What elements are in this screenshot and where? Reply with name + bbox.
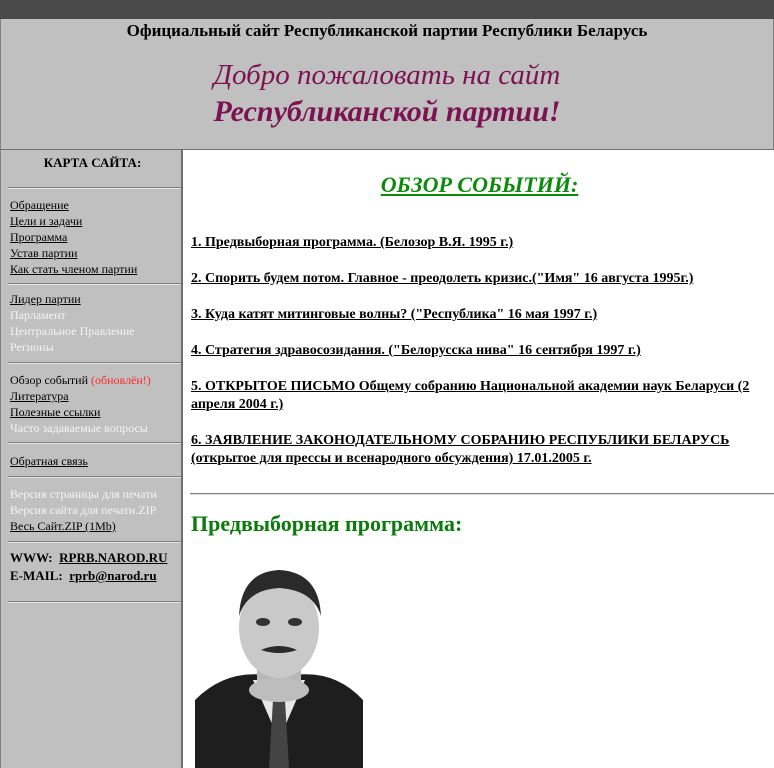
browser-top-strip — [0, 0, 774, 19]
news-link-3[interactable]: 3. Куда катят митинговые волны? ("Республика" 16 мая 1997 г.) — [191, 307, 598, 322]
sidebar-link-program[interactable]: Программа — [10, 230, 68, 244]
sidebar-link-goals[interactable]: Цели и задачи — [10, 214, 83, 228]
sidebar-item-central-board: Центральное Правление — [10, 324, 135, 338]
sidebar-item-parliament: Парламент — [10, 308, 66, 322]
site-header — [0, 19, 774, 150]
sidebar-item-print-site-zip: Версия сайта для печати.ZIP — [10, 503, 157, 517]
sidebar-item-events-label: Обзор событий — [10, 373, 89, 387]
welcome-heading-line1: Добро пожаловать на сайт — [213, 59, 561, 91]
sidebar-link-literature[interactable]: Литература — [10, 389, 69, 403]
sidebar-item-events — [10, 372, 151, 388]
news-link-5[interactable]: 5. ОТКРЫТОЕ ПИСЬМО Общему собранию Национальной академии наук Беларуси (2 апреля 2004 г.) — [191, 379, 750, 412]
sidebar-divider — [8, 362, 181, 364]
sidebar-divider — [8, 476, 181, 478]
section-title: Предвыборная программа: — [191, 511, 463, 536]
sidebar-link-useful-links[interactable]: Полезные ссылки — [10, 405, 101, 419]
sitemap-title: КАРТА САЙТА: — [43, 155, 142, 170]
sidebar-divider — [8, 442, 181, 444]
sitemap-sidebar — [0, 150, 183, 768]
news-link-1[interactable]: 1. Предвыборная программа. (Белозор В.Я. 1995 г.) — [191, 235, 514, 250]
sidebar-link-membership[interactable]: Как стать членом партии — [10, 262, 138, 276]
sidebar-divider — [8, 541, 181, 543]
events-title: ОБЗОР СОБЫТИЙ: — [380, 172, 579, 197]
sidebar-link-feedback[interactable]: Обратная связь — [10, 454, 88, 468]
main-content — [185, 150, 774, 768]
email-link[interactable]: rprb@narod.ru — [69, 568, 157, 583]
sidebar-item-faq: Часто задаваемые вопросы — [10, 421, 148, 435]
sidebar-item-regions: Регионы — [10, 340, 54, 354]
news-link-4[interactable]: 4. Стратегия здравосозидания. ("Белорусска нива" 16 сентября 1997 г.) — [191, 343, 641, 358]
www-label: WWW: — [10, 550, 53, 565]
contact-www — [10, 550, 167, 566]
updated-badge: (обновлён!) — [91, 373, 151, 387]
sidebar-link-leader[interactable]: Лидер партии — [10, 292, 81, 306]
site-title: Официальный сайт Республиканской партии Республики Беларусь — [126, 21, 648, 40]
welcome-heading-line2: Республиканской партии! — [213, 95, 561, 128]
sidebar-item-print-page: Версия страницы для печати — [10, 487, 157, 501]
contact-email — [10, 568, 157, 584]
sidebar-link-appeal[interactable]: Обращение — [10, 198, 69, 212]
news-link-2[interactable]: 2. Спорить будем потом. Главное - преодолеть кризис.("Имя" 16 августа 1995г.) — [191, 271, 694, 286]
leader-portrait-photo — [195, 550, 363, 768]
sidebar-divider — [8, 283, 181, 285]
sidebar-link-charter[interactable]: Устав партии — [10, 246, 78, 260]
sidebar-link-site-zip[interactable]: Весь Сайт.ZIP (1Mb) — [10, 519, 116, 533]
sidebar-divider — [8, 601, 181, 603]
sidebar-divider — [8, 187, 181, 189]
content-divider — [190, 493, 774, 495]
news-link-6[interactable]: 6. ЗАЯВЛЕНИЕ ЗАКОНОДАТЕЛЬНОМУ СОБРАНИЮ РЕСПУБЛИКИ БЕЛАРУСЬ (открытое для прессы и всенародного обсуждения) 17.01.2005 г. — [191, 433, 730, 466]
email-label: E-MAIL: — [10, 568, 63, 583]
www-link[interactable]: RPRB.NAROD.RU — [59, 550, 168, 565]
